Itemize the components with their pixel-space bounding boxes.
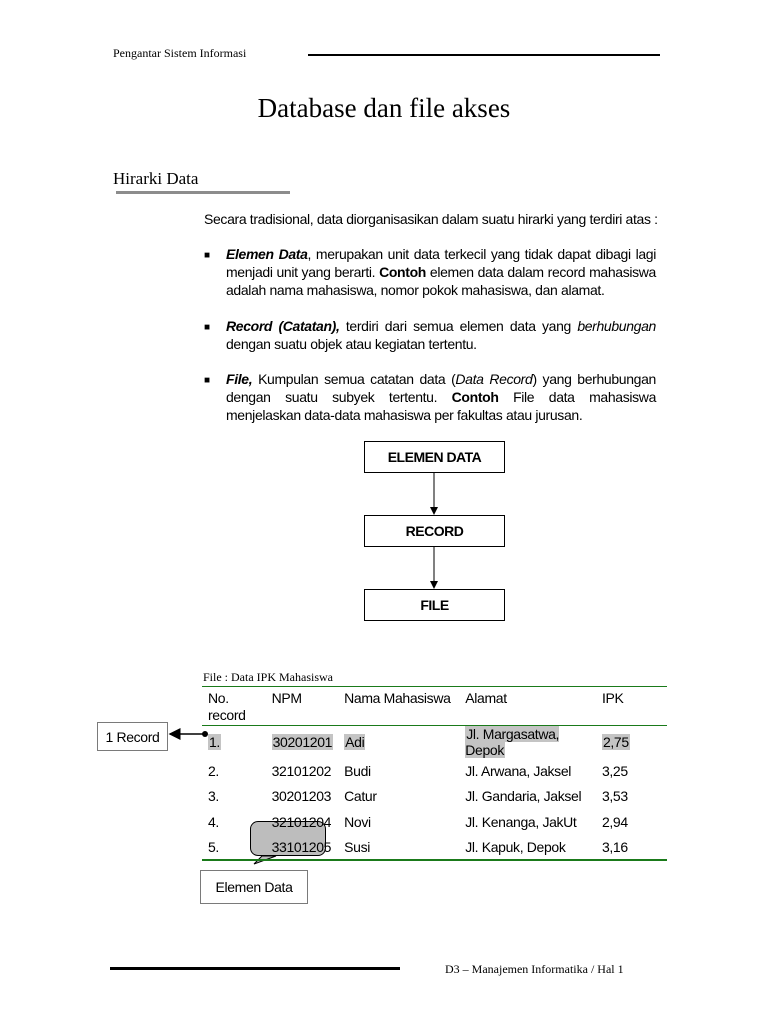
bullet-italic: berhubungan — [577, 318, 656, 334]
bullet-marker-icon: ■ — [204, 375, 210, 386]
header-nama: Nama Mahasiswa — [338, 687, 459, 726]
diagram-node-file: FILE — [364, 589, 505, 621]
cell-text: Adi — [345, 734, 365, 750]
header-no-record — [202, 687, 266, 726]
cell-text: 1. — [209, 734, 220, 750]
contoh-label: Contoh — [379, 264, 426, 280]
table-row — [202, 726, 667, 759]
bullet-term: File, — [226, 371, 253, 387]
header-label: No. record — [208, 690, 246, 723]
cell-alamat: Jl. Arwana, Jaksel — [465, 762, 572, 779]
cell-text: 30201201 — [272, 734, 333, 750]
bullet-body: elemen data dalam record mahasiswa adalah nama mahasiswa, nomor pokok mahasiswa, dan alamat. — [226, 264, 656, 298]
intro-paragraph: Secara tradisional, data diorganisasikan dalam suatu hirarki yang terdiri atas : — [204, 211, 658, 227]
cell-npm: 32101202 — [271, 762, 332, 779]
header-alamat: Alamat — [459, 687, 596, 726]
page-title: Database dan file akses — [257, 93, 511, 123]
cell-nama: Budi — [344, 762, 371, 779]
cell-nama: Susi — [338, 835, 459, 861]
table-header-row — [202, 687, 667, 726]
section-title: Hirarki Data — [113, 169, 199, 188]
cell-alamat: Jl. Kapuk, Depok — [459, 835, 596, 861]
bullet-marker-icon: ■ — [204, 322, 210, 333]
cell-ipk: 3,16 — [596, 835, 667, 861]
diagram-node-elemen-data: ELEMEN DATA — [364, 441, 505, 473]
cell-ipk: 2,94 — [601, 813, 628, 830]
table-row — [202, 809, 667, 835]
cell-npm — [266, 726, 339, 759]
table-row — [202, 784, 667, 810]
cell-no: 4. — [208, 813, 219, 830]
cell-npm: 32101204 — [271, 813, 332, 830]
bullet-file — [204, 370, 656, 424]
section-rule — [116, 191, 290, 194]
bullet-term: Elemen Data — [226, 246, 308, 262]
cell-npm: 33101205 — [266, 835, 339, 861]
cell-text: 2,75 — [602, 734, 629, 750]
table-caption: File : Data IPK Mahasiswa — [203, 670, 333, 684]
cell-alamat: Jl. Gandaria, Jaksel — [465, 788, 582, 805]
bullet-body: Kumpulan semua catatan data ( — [252, 371, 456, 387]
header-title: Pengantar Sistem Informasi — [113, 46, 247, 60]
bullet-term: Record (Catatan), — [226, 318, 340, 334]
bullet-body: File data mahasiswa menjelaskan data-data mahasiswa per fakultas atau jurusan. — [226, 389, 656, 423]
cell-ipk: 3,25 — [601, 762, 628, 779]
bullet-text — [226, 370, 656, 424]
header-npm: NPM — [266, 687, 339, 726]
header-rule — [308, 54, 660, 56]
bullet-body: terdiri dari semua elemen data yang — [339, 318, 578, 334]
diagram-node-record: RECORD — [364, 515, 505, 547]
cell-text: Jl. Margasatwa, Depok — [465, 726, 560, 758]
cell-ipk — [596, 726, 667, 759]
cell-no: 2. — [208, 762, 219, 779]
table-row — [202, 835, 667, 861]
table-row — [202, 758, 667, 784]
record-annotation-label: 1 Record — [97, 722, 168, 751]
cell-nama — [338, 726, 459, 759]
elemen-annotation-label: Elemen Data — [200, 870, 308, 904]
cell-no: 5. — [202, 835, 266, 861]
cell-npm: 30201203 — [271, 788, 332, 805]
ipk-table — [202, 686, 667, 861]
contoh-label: Contoh — [451, 389, 499, 405]
cell-alamat — [459, 726, 596, 759]
cell-alamat: Jl. Kenanga, JakUt — [465, 813, 577, 830]
header-ipk: IPK — [596, 687, 667, 726]
bullet-italic: Data Record — [455, 371, 533, 387]
cell-no: 3. — [208, 788, 219, 805]
cell-ipk: 3,53 — [601, 788, 628, 805]
footer-text: D3 – Manajemen Informatika / Hal 1 — [445, 962, 624, 976]
bullet-record — [204, 317, 656, 353]
bullet-marker-icon: ■ — [204, 250, 210, 261]
bullet-body: dengan suatu objek atau kegiatan tertentu. — [226, 336, 477, 352]
cell-nama: Catur — [344, 788, 377, 805]
bullet-text — [226, 245, 656, 299]
bullet-body: , merupakan unit data terkecil yang tidak dapat dibagi lagi menjadi unit yang berarti. — [226, 246, 657, 280]
bullet-elemen-data — [204, 245, 656, 299]
bullet-text — [226, 317, 656, 353]
cell-nama: Novi — [344, 813, 371, 830]
footer-rule — [110, 967, 400, 970]
bullet-body: ) yang berhubungan dengan suatu subyek tertentu. — [226, 371, 656, 405]
cell-no — [202, 726, 266, 759]
